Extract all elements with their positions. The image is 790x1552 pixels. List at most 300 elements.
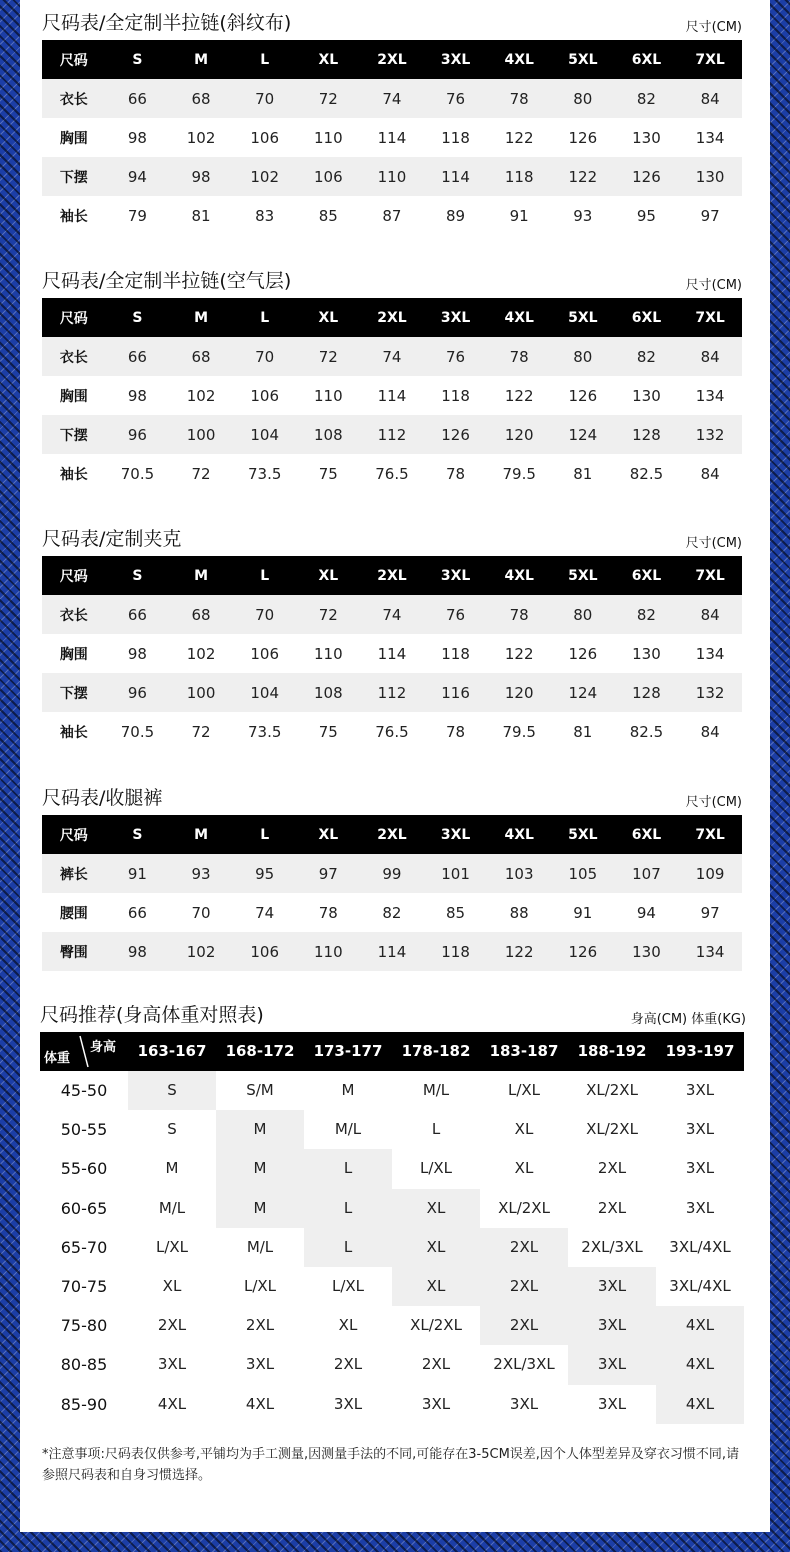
table-cell: 68 [169,595,233,634]
size-cell: XL [392,1189,480,1228]
size-cell: 2XL [480,1306,568,1345]
weight-label: 55-60 [60,1159,108,1179]
size-cell: 4XL [245,1394,275,1413]
table-cell: 122 [504,644,534,663]
table-row [42,415,742,454]
table-cell: 132 [678,415,742,454]
size-cell: XL [338,1316,358,1335]
table-cell: 93 [573,206,593,225]
row-label: 腰围 [59,905,88,922]
table-cell: 134 [678,932,742,971]
table-cell: 130 [678,157,742,196]
table-cell: 100 [169,673,233,712]
height-column-header: 193-197 [665,1042,735,1060]
size-cell: L/XL [419,1159,453,1178]
size-cell: XL/2XL [498,1198,550,1217]
section-title: 尺码推荐(身高体重对照表) [40,1004,264,1026]
table-cell: 78 [446,722,466,741]
size-cell: 3XL/4XL [669,1237,731,1256]
table-cell: 134 [695,128,725,147]
header-cell: L [233,556,297,595]
table-cell: 97 [297,854,361,893]
table-cell: 80 [551,595,615,634]
table-cell: 80 [551,337,615,376]
size-cell: S [128,1071,216,1110]
header-cell: S [106,40,170,79]
weight-label: 75-80 [60,1316,108,1336]
table-cell: 79.5 [502,464,536,483]
height-column-header: 163-167 [137,1042,207,1060]
table-cell: 84 [700,722,720,741]
table-cell: 74 [360,79,424,118]
table-cell: 82.5 [629,722,664,741]
table-cell: 81 [191,206,211,225]
table-cell: 68 [169,79,233,118]
size-cell: 3XL [685,1120,715,1139]
header-cell: 6XL [615,556,679,595]
size-cell: 3XL [509,1394,539,1413]
recommendation-rows [40,1071,744,1424]
table-cell: 118 [424,932,488,971]
size-cell: 3XL [568,1306,656,1345]
table-cell: 73.5 [247,722,282,741]
header-cell: 尺码 [42,298,106,337]
weight-label: 45-50 [60,1081,108,1100]
table-cell: 98 [106,932,170,971]
row-label: 胸围 [59,646,88,663]
table-cell: 93 [169,854,233,893]
table-cell: 70.5 [120,464,155,483]
size-cell: 2XL [480,1228,568,1267]
table-cell: 122 [551,157,615,196]
size-cell: XL/2XL [586,1081,638,1099]
table-cell: 118 [487,157,551,196]
table-cell: 88 [509,903,529,922]
table-cell: 108 [297,415,361,454]
size-cell: L/XL [243,1276,277,1295]
row-label: 胸围 [59,388,88,405]
table-row [40,1267,744,1306]
size-cell: M/L [334,1120,362,1139]
table-cell: 116 [424,673,488,712]
table-cell: 122 [487,932,551,971]
table-cell: 126 [568,386,598,405]
table-cell: 76 [424,595,488,634]
table-cell: 124 [551,415,615,454]
size-cell: 2XL [480,1267,568,1306]
size-cell: XL [514,1120,534,1139]
header-cell: L [233,40,297,79]
table-cell: 95 [636,206,656,225]
weight-label: 65-70 [60,1237,108,1257]
size-cell: 4XL [656,1385,744,1424]
table-cell: 130 [632,386,661,405]
header-cell: 7XL [678,298,742,337]
size-cell: 3XL [685,1159,715,1178]
table-cell: 78 [446,464,466,483]
table-row [42,376,742,415]
table-cell: 102 [186,386,216,405]
size-cell: 3XL [333,1394,363,1413]
table-cell: 118 [441,644,470,663]
table-row [42,196,742,235]
size-cell: L [304,1228,392,1267]
table-cell: 106 [250,386,279,405]
table-cell: 75 [318,722,338,741]
table-cell: 118 [441,128,470,147]
header-cell: 5XL [551,815,615,854]
table-cell: 74 [360,337,424,376]
height-axis-label: 身高 [90,1040,117,1055]
row-label: 下摆 [42,415,106,454]
table-cell: 84 [678,595,742,634]
size-cell: 2XL [421,1355,451,1374]
weight-label: 50-55 [60,1120,108,1140]
table-cell: 128 [615,415,679,454]
table-cell: 112 [360,415,424,454]
size-table [42,40,742,235]
table-cell: 94 [636,903,656,922]
table-cell: 122 [504,128,534,147]
table-cell: 114 [424,157,488,196]
size-cell: 3XL [685,1081,715,1099]
table-cell: 114 [360,932,424,971]
table-cell: 84 [678,79,742,118]
table-cell: 108 [297,673,361,712]
unit-label: 尺寸(CM) [685,795,742,810]
table-cell: 78 [487,337,551,376]
table-cell: 70 [191,903,211,922]
table-cell: 70 [233,595,297,634]
table-row [42,854,742,893]
row-label: 衣长 [42,79,106,118]
weight-label: 70-75 [60,1276,108,1296]
header-cell: 7XL [678,40,742,79]
table-cell: 73.5 [247,464,282,483]
size-table [42,298,742,493]
table-cell: 91 [573,903,593,922]
table-cell: 102 [186,644,216,663]
table-cell: 126 [568,128,598,147]
row-label: 下摆 [42,673,106,712]
size-cell: S [167,1120,177,1139]
header-cell: XL [297,815,361,854]
size-cell: 2XL [597,1159,627,1178]
table-cell: 70.5 [120,722,155,741]
size-cell: 3XL [685,1198,715,1217]
header-cell: 6XL [615,815,679,854]
height-column-header: 188-192 [577,1042,647,1060]
table-cell: 128 [615,673,679,712]
table-cell: 82 [615,79,679,118]
size-cell: 3XL [157,1355,187,1374]
table-cell: 81 [573,722,593,741]
header-cell: 4XL [487,815,551,854]
size-cell: XL/2XL [410,1316,462,1335]
table-cell: 87 [382,206,402,225]
header-cell: 尺码 [42,815,106,854]
table-cell: 106 [297,157,361,196]
header-cell: 尺码 [42,40,106,79]
table-cell: 106 [233,932,297,971]
size-cell: 2XL/3XL [493,1355,555,1374]
table-cell: 70 [233,79,297,118]
unit-label: 身高(CM) 体重(KG) [630,1012,746,1027]
table-cell: 74 [360,595,424,634]
height-column-header: 183-187 [489,1042,559,1060]
header-cell: 6XL [615,40,679,79]
table-cell: 124 [551,673,615,712]
size-cell: XL [392,1228,480,1267]
table-cell: 126 [551,932,615,971]
size-cell: M [216,1189,304,1228]
table-cell: 78 [318,903,338,922]
header-cell: 3XL [424,40,488,79]
table-cell: 102 [186,128,216,147]
table-row [42,893,742,932]
table-cell: 81 [573,464,593,483]
size-cell: 3XL/4XL [669,1276,731,1295]
table-cell: 109 [678,854,742,893]
table-cell: 91 [106,854,170,893]
height-column-header: 173-177 [313,1042,383,1060]
table-header-row [42,815,742,854]
table-cell: 72 [191,722,211,741]
table-cell: 66 [106,595,170,634]
table-row [42,932,742,971]
size-cell: 4XL [656,1306,744,1345]
header-cell: 4XL [487,298,551,337]
size-cell: 2XL/3XL [581,1237,643,1256]
size-table [42,556,742,751]
header-cell: S [106,815,170,854]
row-label: 胸围 [59,130,88,147]
table-cell: 114 [377,644,407,663]
table-cell: 99 [360,854,424,893]
unit-label: 尺寸(CM) [685,536,742,551]
table-cell: 126 [424,415,488,454]
header-cell: 5XL [551,40,615,79]
size-cell: S/M [246,1081,274,1099]
row-label: 袖长 [59,208,88,225]
table-row [40,1306,744,1345]
size-cell: 3XL [245,1355,275,1374]
table-cell: 114 [377,128,407,147]
table-cell: 78 [487,79,551,118]
table-cell: 114 [377,386,407,405]
table-cell: 95 [233,854,297,893]
row-label: 衣长 [42,595,106,634]
section-title: 尺码表/收腿裤 [42,787,163,809]
header-cell: M [169,556,233,595]
row-label: 袖长 [59,466,88,483]
size-cell: XL [392,1267,480,1306]
weight-label: 80-85 [60,1355,108,1375]
table-cell: 97 [700,206,720,225]
table-cell: 98 [127,644,147,663]
table-cell: 101 [424,854,488,893]
section-title: 尺码表/定制夹克 [42,528,182,550]
size-cell: L/XL [331,1276,365,1295]
size-cell: M [216,1149,304,1188]
size-cell: M/L [246,1237,274,1256]
row-label: 袖长 [59,724,88,741]
table-cell: 78 [487,595,551,634]
table-row [42,454,742,493]
table-cell: 85 [446,903,466,922]
table-cell: 75 [318,464,338,483]
table-cell: 104 [233,673,297,712]
header-cell: 6XL [615,298,679,337]
size-cell: XL [162,1276,182,1295]
table-row [42,634,742,673]
size-cell: L [304,1189,392,1228]
unit-label: 尺寸(CM) [685,278,742,293]
header-cell: 5XL [551,298,615,337]
table-cell: 76 [424,79,488,118]
table-cell: 72 [297,595,361,634]
size-cell: 2XL [333,1355,363,1374]
size-cell: 3XL [568,1345,656,1384]
table-cell: 89 [446,206,466,225]
header-cell: 3XL [424,815,488,854]
table-cell: 83 [255,206,275,225]
table-cell: 104 [233,415,297,454]
table-cell: 76.5 [375,464,409,483]
table-cell: 105 [551,854,615,893]
table-cell: 79 [127,206,147,225]
table-cell: 130 [615,932,679,971]
size-cell: XL/2XL [586,1120,638,1139]
size-table [42,815,742,971]
table-cell: 106 [250,128,279,147]
table-row [40,1110,744,1149]
table-cell: 122 [504,386,534,405]
header-cell: 4XL [487,556,551,595]
table-cell: 126 [615,157,679,196]
table-cell: 106 [250,644,279,663]
table-row [42,712,742,751]
section-title: 尺码表/全定制半拉链(斜纹布) [42,12,292,34]
table-cell: 66 [127,903,147,922]
table-cell: 97 [700,903,720,922]
table-cell: 82 [382,903,402,922]
header-cell: M [169,40,233,79]
table-cell: 76.5 [375,722,409,741]
size-cell: 3XL [568,1267,656,1306]
table-cell: 130 [632,644,661,663]
header-cell: 3XL [424,298,488,337]
table-cell: 110 [313,644,343,663]
table-header-row [42,40,742,79]
header-cell: XL [297,298,361,337]
height-column-header: 178-182 [401,1042,471,1060]
header-cell: S [106,556,170,595]
table-cell: 134 [695,644,725,663]
recommendation-header-row [40,1032,744,1071]
header-cell: S [106,298,170,337]
table-cell: 94 [106,157,170,196]
table-cell: 76 [424,337,488,376]
table-row [40,1345,744,1384]
table-row [40,1228,744,1267]
header-cell: 3XL [424,556,488,595]
size-cell: 3XL [421,1394,451,1413]
table-cell: 82 [615,337,679,376]
table-row [40,1385,744,1424]
table-cell: 72 [297,79,361,118]
table-cell: 70 [233,337,297,376]
header-cell: XL [297,40,361,79]
table-cell: 110 [313,128,343,147]
size-cell: M [165,1159,179,1178]
size-cell: M/L [158,1198,186,1217]
size-cell: L/XL [155,1237,189,1256]
header-cell: 2XL [360,40,424,79]
table-cell: 66 [106,337,170,376]
height-column-header: 168-172 [225,1042,295,1060]
table-cell: 110 [297,932,361,971]
table-cell: 96 [106,415,170,454]
size-cell: L/XL [507,1081,541,1099]
weight-axis-label: 体重 [44,1051,71,1066]
table-row [42,79,742,118]
table-cell: 82 [615,595,679,634]
table-cell: 85 [318,206,338,225]
size-cell: 4XL [656,1345,744,1384]
table-row [40,1189,744,1228]
table-cell: 79.5 [502,722,536,741]
table-cell: 98 [127,386,147,405]
table-cell: 74 [255,903,275,922]
table-cell: 126 [568,644,598,663]
table-cell: 100 [169,415,233,454]
header-cell: L [233,815,297,854]
table-cell: 130 [632,128,661,147]
row-label: 裤长 [42,854,106,893]
section-title: 尺码表/全定制半拉链(空气层) [42,270,292,292]
weight-label: 85-90 [60,1394,108,1414]
table-cell: 84 [700,464,720,483]
header-cell: XL [297,556,361,595]
table-cell: 82.5 [629,464,664,483]
size-cell: 4XL [157,1394,187,1413]
table-cell: 98 [127,128,147,147]
row-label: 衣长 [42,337,106,376]
table-cell: 112 [360,673,424,712]
row-label: 臀围 [42,932,106,971]
table-cell: 72 [297,337,361,376]
header-cell: M [169,298,233,337]
table-cell: 102 [169,932,233,971]
table-cell: 72 [191,464,211,483]
table-cell: 98 [169,157,233,196]
table-header-row [42,556,742,595]
size-cell: M [341,1081,355,1099]
disclaimer-note: *注意事项:尺码表仅供参考,平铺均为手工测量,因测量手法的不同,可能存在3-5CM误差,因个人体型差异及穿衣习惯不同,请参照尺码表和自身习惯选择。 [42,1447,740,1483]
table-cell: 120 [487,673,551,712]
header-cell: 7XL [678,556,742,595]
table-row [40,1071,744,1110]
table-cell: 91 [509,206,529,225]
table-row [42,157,742,196]
table-cell: 132 [678,673,742,712]
table-cell: 80 [551,79,615,118]
unit-label: 尺寸(CM) [685,20,742,35]
header-cell: 尺码 [42,556,106,595]
header-cell: 7XL [678,815,742,854]
header-cell: 2XL [360,815,424,854]
